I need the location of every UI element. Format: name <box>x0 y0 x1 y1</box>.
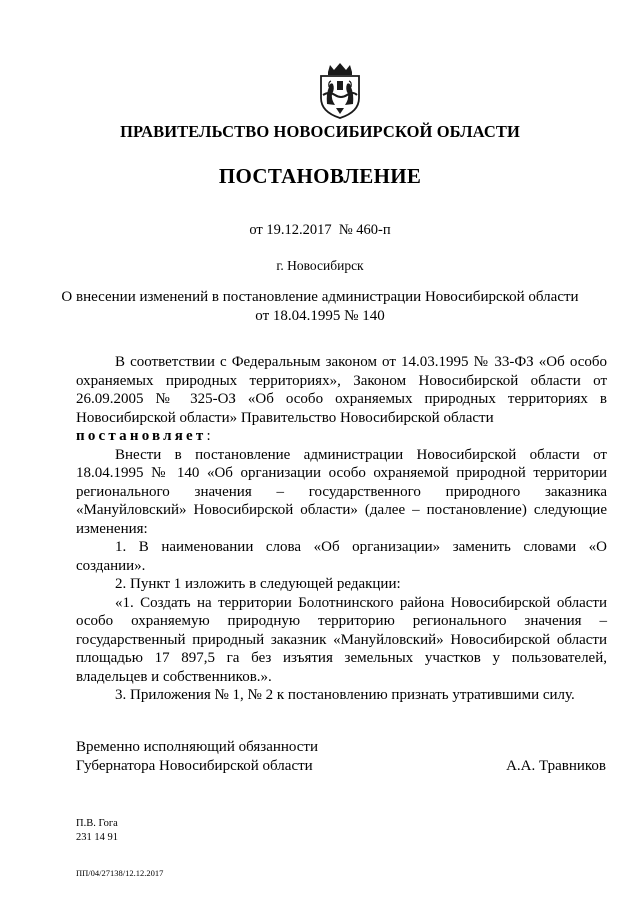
item-intro-paragraph: Внести в постановление администрации Новосибирской области от 18.04.1995 № 140 «Об организации особо охраняемой природной территории регионального значения – государственного природного заказника «Мануйловский» Новосибирской области» (далее – постановление) следующие изменения: <box>76 446 607 537</box>
document-subject <box>60 288 580 325</box>
organization-title: ПРАВИТЕЛЬСТВО НОВОСИБИРСКОЙ ОБЛАСТИ <box>120 122 520 141</box>
preamble-text: В соответствии с Федеральным законом от 14.03.1995 № 33-ФЗ «Об особо охраняемых природных территориях», Законом Новосибирской области от 26.09.2005 № 325-ОЗ «Об особо охраняемых природных территориях в Новосибирской области» Правительство Новосибирской области <box>76 354 607 426</box>
preamble-paragraph <box>76 353 607 446</box>
document-type: ПОСТАНОВЛЕНИЕ <box>218 164 422 188</box>
item-2-quote-paragraph: «1. Создать на территории Болотнинского района Новосибирской области особо охраняемую природную территорию регионального значения – государственный природный заказник «Мануйловский» Новосибирской области площадью 17 897,5 га без изъятия земельных участков у пользователей, владельцев и собственников.». <box>76 594 607 685</box>
executor-info <box>76 817 118 845</box>
item-2-paragraph: 2. Пункт 1 изложить в следующей редакции: <box>115 576 401 592</box>
signatory-position-line-1: Временно исполняющий обязанности <box>76 739 319 755</box>
executor-name: П.В. Гога <box>76 818 118 829</box>
subject-line-2: от 18.04.1995 № 140 <box>255 307 385 324</box>
item-1-paragraph: 1. В наименовании слова «Об организации» заменить словами «О создании». <box>76 539 607 574</box>
coat-of-arms-icon <box>315 62 365 120</box>
signatory-position <box>76 738 318 776</box>
issue-city: г. Новосибирск <box>276 258 364 273</box>
registration-number: ПП/04/27138/12.12.2017 <box>76 868 164 878</box>
subject-line-1: О внесении изменений в постановление администрации Новосибирской области <box>61 289 579 305</box>
signatory-name: А.А. Травников <box>506 758 606 774</box>
document-date-number: от 19.12.2017 № 460-п <box>249 222 391 238</box>
signatory-position-line-2: Губернатора Новосибирской области <box>76 758 313 774</box>
decree-word: постановляет <box>76 428 207 444</box>
item-3-paragraph: 3. Приложения № 1, № 2 к постановлению признать утратившими силу. <box>115 687 575 703</box>
document-body <box>76 353 607 705</box>
decree-colon: : <box>206 428 211 444</box>
executor-phone: 231 14 91 <box>76 832 118 843</box>
